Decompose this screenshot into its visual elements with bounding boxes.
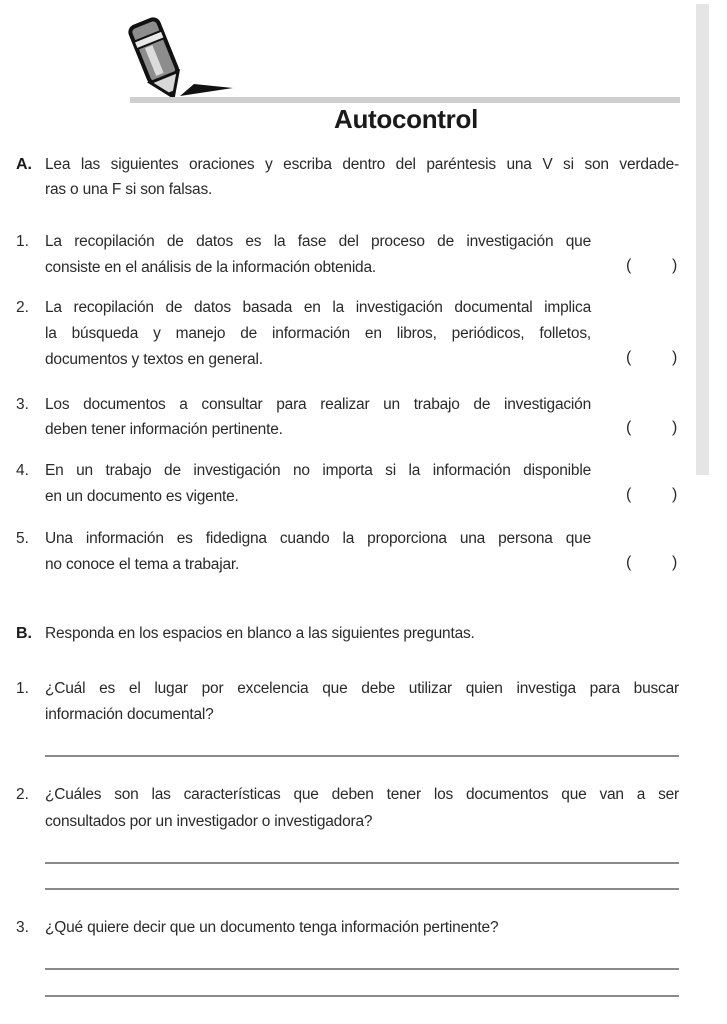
answer-paren-close[interactable]: ) xyxy=(672,257,678,274)
answer-paren-open[interactable]: ( xyxy=(626,257,632,274)
section-a-label: A. xyxy=(16,156,32,173)
header-rule xyxy=(130,97,680,103)
answer-paren-open[interactable]: ( xyxy=(626,554,632,571)
item-number: 2. xyxy=(16,299,29,316)
answer-line[interactable] xyxy=(45,862,679,864)
item-text: Los documentos a consultar para realizar un trabajo de investigación xyxy=(45,396,591,413)
item-text: consiste en el análisis de la información obtenida. xyxy=(45,259,377,276)
answer-line[interactable] xyxy=(45,995,679,997)
question-text: ¿Cuál es el lugar por excelencia que debe utilizar quien investiga para buscar xyxy=(45,680,679,697)
item-text: documentos y textos en general. xyxy=(45,351,263,368)
answer-paren-open[interactable]: ( xyxy=(626,419,632,436)
answer-paren-open[interactable]: ( xyxy=(626,486,632,503)
question-number: 1. xyxy=(16,680,29,697)
question-text: ¿Qué quiere decir que un documento tenga información pertinente? xyxy=(45,919,499,936)
item-text: la búsqueda y manejo de información en libros, periódicos, folletos, xyxy=(45,325,591,342)
pencil-icon xyxy=(128,14,238,100)
answer-line[interactable] xyxy=(45,888,679,890)
item-text: La recopilación de datos es la fase del proceso de investigación que xyxy=(45,233,591,250)
question-text: información documental? xyxy=(45,706,214,723)
scrollbar-thumb[interactable] xyxy=(696,4,709,475)
item-number: 5. xyxy=(16,530,29,547)
item-text: En un trabajo de investigación no importa si la información disponible xyxy=(45,462,591,479)
answer-paren-close[interactable]: ) xyxy=(672,554,678,571)
section-a-instruction: Lea las siguientes oraciones y escriba dentro del paréntesis una V si son verdade- xyxy=(45,156,679,173)
section-a-instruction: ras o una F si son falsas. xyxy=(45,181,213,198)
item-text: La recopilación de datos basada en la investigación documental implica xyxy=(45,299,591,316)
question-text: consultados por un investigador o investigadora? xyxy=(45,813,373,830)
item-text: Una información es fidedigna cuando la proporciona una persona que xyxy=(45,530,591,547)
answer-line[interactable] xyxy=(45,755,679,757)
page-title: Autocontrol xyxy=(333,104,478,134)
answer-paren-close[interactable]: ) xyxy=(672,349,678,366)
section-b-label: B. xyxy=(16,625,32,642)
item-number: 4. xyxy=(16,462,29,479)
question-text: ¿Cuáles son las características que deben tener los documentos que van a ser xyxy=(45,786,679,803)
section-b-instruction: Responda en los espacios en blanco a las siguientes preguntas. xyxy=(45,625,475,642)
item-text: deben tener información pertinente. xyxy=(45,421,283,438)
answer-line[interactable] xyxy=(45,968,679,970)
item-text: en un documento es vigente. xyxy=(45,488,239,505)
item-number: 1. xyxy=(16,233,29,250)
answer-paren-close[interactable]: ) xyxy=(672,419,678,436)
answer-paren-open[interactable]: ( xyxy=(626,349,632,366)
question-number: 2. xyxy=(16,786,29,803)
item-number: 3. xyxy=(16,396,29,413)
question-number: 3. xyxy=(16,919,29,936)
item-text: no conoce el tema a trabajar. xyxy=(45,556,240,573)
answer-paren-close[interactable]: ) xyxy=(672,486,678,503)
